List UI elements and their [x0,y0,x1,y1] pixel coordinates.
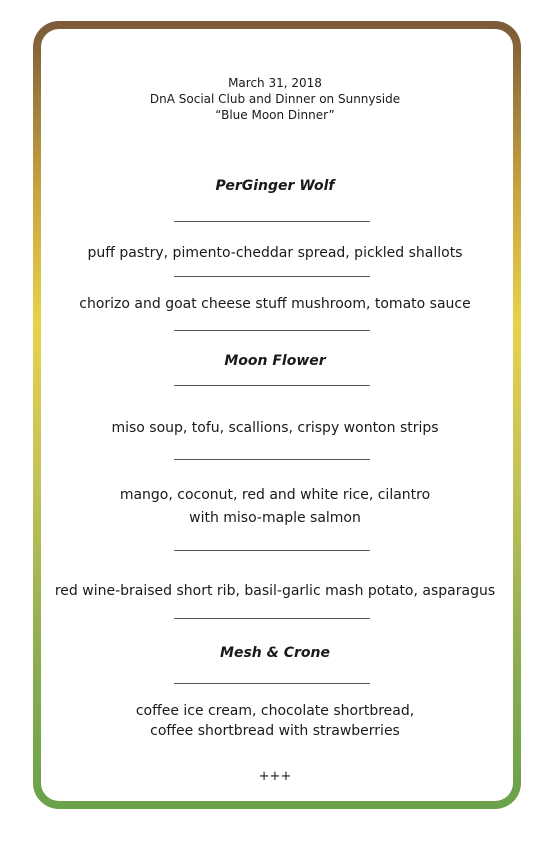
menu-date: March 31, 2018 [228,76,322,90]
divider [174,550,370,551]
divider [174,221,370,222]
menu-event-title: “Blue Moon Dinner” [215,108,335,122]
course-title: Mesh & Crone [220,645,330,661]
dish-line: with miso-maple salmon [189,510,361,526]
divider [174,683,370,684]
dish-line: red wine-braised short rib, basil-garlic mash potato, asparagus [54,583,496,599]
dish-line: coffee shortbread with strawberries [150,723,400,739]
divider [174,385,370,386]
divider [174,459,370,460]
course-title: PerGinger Wolf [215,178,335,194]
divider [174,618,370,619]
dish-line: coffee ice cream, chocolate shortbread, [135,703,415,719]
divider [174,330,370,331]
course-title: Moon Flower [224,353,326,369]
menu-venue: DnA Social Club and Dinner on Sunnyside [149,92,401,106]
divider [174,276,370,277]
dish-line: chorizo and goat cheese stuff mushroom, tomato sauce [79,296,471,312]
menu-end-mark: +++ [258,769,292,784]
dish-line: puff pastry, pimento-cheddar spread, pickled shallots [87,245,463,261]
dish-line: miso soup, tofu, scallions, crispy wonton strips [111,420,439,436]
dish-line: mango, coconut, red and white rice, cilantro [119,487,431,503]
